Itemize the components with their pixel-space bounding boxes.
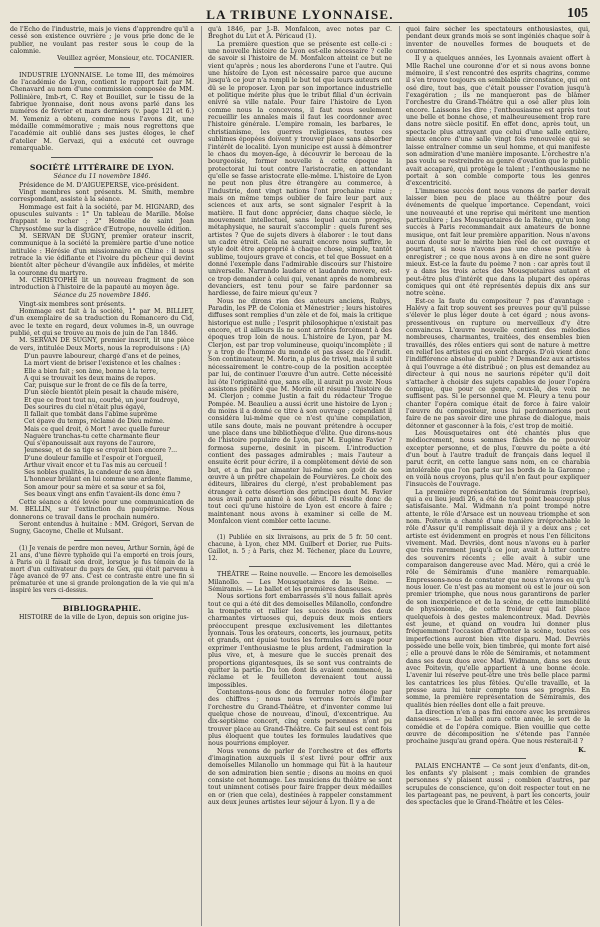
seance-date: Séance du 11 novembre 1846. bbox=[53, 172, 151, 180]
author-signature: K. bbox=[578, 745, 586, 754]
seance-paragraph: Vingt-six membres sont présents. bbox=[19, 300, 126, 308]
divider bbox=[470, 758, 525, 759]
seance-date: Séance du 25 novembre 1846. bbox=[53, 291, 151, 299]
letter-text: de l'Écho de l'industrie, mais je viens d'apprendre qu'il a cessé son existence ouvrière ; je vous prie donc de le publier, ne voulant pas rester sous le coup de la calomnie. bbox=[10, 26, 194, 56]
columns bbox=[10, 26, 590, 926]
review-paragraph: Nous ne dirons rien des auteurs anciens, Rubys, Paradin, les PP. de Colonia et Ménestrier ; leurs histoires diffuses sont remplies d'un zèle et de foi, mais la critique historique est nulle ; l'esprit philosophique n'existait pas encore, et il ailleurs ils ne sont arrêtés forcément à des époques trop loin de nous. L'histoire de Lyon, par M. Clerjon, est par trop volumineuse, quoiqu'incomplète ; il y a trop de l'homme du monde et pas assez de l'érudit. Son continuateur, M. Morin, a plus de trivol, mais il subit nécessairement le contre-coup de la position acceptée par lui, de continuer l'œuvre d'un autre. Cette nécessité lui ôte l'originalité que, sans elle, il aurait pu avoir. Nous assistons préféré que M. Morin eût résumé l'histoire de M. Clerjon ; comme Justin a fait du rédacteur Trogue Pompée. M. Beaulieu a aussi écrit une histoire de Lyon ; du moins il a donné ce titre à son ouvrage ; cependant il considéra lui-même que ce n'est qu'une compilation, utile sans doute, mais ne pouvant prétendre à occuper une place dans une bibliothèque d'élite. Que dirons-nous de l'histoire populaire de Lyon, par M. Eugène Favier ? formosa superne, desinit in piscem. L'introduction contient des passages admirables ; mais l'auteur a ensuite écrit pour écrire, il a complètement dévié de son but, et a fini par aimanter lui-même son goût de son œuvre à un prêtre chapelain de Fourvières. Le choix des éditeurs, libraires du clergé, n'est probablement pas étranger à cette désertion des principes dont M. Favier nous avait paru animé à son début. Il résulte donc de tout ceci qu'une histoire de Lyon est encore à faire ; maintenant nous avons à examiner si celle de M. Monfalcon vient combler cette lacune. bbox=[208, 297, 392, 526]
theatre-paragraph: L'immense succès dont nous venons de parler devait laisser bien peu de place au théâtre pour des événements de quelque importance. Cependant, voici une nouveauté et une reprise qui méritent une mention particulière ; Les Mousquetaires de la Reine, qu'un long succès à Paris recommandait aux amateurs de bonne musique, ont fait leur première apparition. Nous n'avons aucun doute sur le mérite bien réel de cet ouvrage et pourtant, si nous n'avons pas une chose positive à enregistrer ; ce que nous avons à en dire ne sont guère mieux. Est-ce la faute du poème ? non : car après tout il y a dans les trois actes des Mousquetaires autant et peut-être plus d'intérêt que dans la plupart des opéras comiques qui ont été représentés depuis dix ans sur notre scène. bbox=[406, 187, 590, 298]
seance-paragraph: Seront entendus à huitaine : MM. Grégori, Servan de Sugny, Gacoyne, Chelle et Mulsant. bbox=[10, 521, 194, 536]
seance-paragraph: Cette séance a été levée pour une communication de M. BELLIN, sur l'extinction du paupérisme. Nous donnerons ce travail dans le prochain numéro. bbox=[10, 499, 194, 521]
poem-line: Mais ce quel droit, ô Mort ! avec quelle fureur bbox=[24, 425, 170, 433]
poem-line: D'un pauvre laboureur, chargé d'ans et de peines, bbox=[24, 353, 181, 361]
letter-signature: Veuillez agréer, Monsieur, etc. TOCANIER. bbox=[57, 55, 194, 63]
theatre-paragraph: Il y a quelques années, les Lyonnais avaient offert à Mlle Rachel une couronne d'or et si nous avons bonne mémoire, il s'est rencontré des esprits chagrins, comme il s'en trouve toujours en semblable circonstance, qui ont osé dire, tout bas, que c'était pousser l'ovation jusqu'à l'exagération ; ils ne manqueront pas de blâmer l'orchestre du Grand-Théâtre qui a osé aller plus loin encore. Laissons les dire ; l'enthousiasme est après tout une belle et bonne chose, et malheureusement trop rare dans notre siècle positif. En effet donc, après tout, un spectacle plus attrayant que celui d'une salle entière, mieux encore d'une salle vingt fois renouvelée qui se laisse entraîner comme un seul homme, et qui manifeste son admiration d'une manière imposante. L'orchestre n'a pas voulu se restreindre au genre d'ovation que le public avait accaparé, qui protège le talent ; l'enthousiasme ne portait à son comble comporte tous les genres d'excentricité. bbox=[406, 55, 590, 188]
footnote bbox=[208, 534, 392, 562]
poem-line: Des sourires du ciel n'était plus égayé, bbox=[24, 403, 146, 411]
poem-line: Son amour pour sa mère et sa sœur et sa foi, bbox=[24, 483, 166, 491]
theatre-paragraph: Contentons-nous donc de formuler notre éloge par des chiffres ; nous nous verrons forcés d'imiter l'orchestre du Grand-Théâtre, et d'inventer comme lui quelque chose de nouveau, d'inouï, d'excentrique. Au dix-septième concert, cinq cents personnes n'ont pu trouver place au Grand-Théâtre. Ce fait seul est cent fois plus éloquent que toutes les formules laudatives que nous pourrions employer. bbox=[208, 688, 392, 748]
footnote-text: (1) Publiée en six livraisons, au prix de 5 fr. 50 cent. chacune, à Lyon, chez MM. Guilbert et Dorier, rue Puits-Gaillot, n. 5 ; à Paris, chez M. Téchener, place du Louvre, 12. bbox=[208, 534, 392, 563]
poem-line: Naguère tranchas-tu cette charmante fleur bbox=[24, 432, 160, 440]
poem-line: L'honneur brûlant en lui comme une ardente flamme, bbox=[24, 476, 193, 484]
review-paragraph: La première question que se présente est celle-ci : une nouvelle histoire de Lyon est-elle nécessaire ? celle de savoir si l'histoire de M. Monfalcon atteint ce but ne vient qu'après ; nous les aborderons l'une et l'autre. Qui une histoire de Lyon est nécessaire parce que aucune jusqu'à ce jour n'a rempli le but tel que leurs auteurs ont dû se le proposer. Lyon par son importance industrielle et politique mérite plus que le tribut filial d'un écrivain enivré sa ville natale. Pour faire l'histoire de Lyon comme nous la concevons, il faut nous seulement recueillir les annales mais il faut les coordonner avec l'histoire générale. L'empire romain, les barbares, le christianisme, les guerres religieuses, toutes ces sublimes épopées doivent y trouver place sans absorber l'intérêt de localité. Lyon municipe est aussi à démontrer le chaos du moyen-âge, à découvrir le berceau de la bourgeoisie, former nouvelle à cette époque la protectorat lui tout contre l'aristocratie, en attendant qu'elle se fasse aristocrate elle-même. L'histoire de Lyon ne peut non plus être étrangère au commerce, à l'industrie, dont vingt nations l'ont prochaine ruine ; mais on même temps oublier de faire leur part aux sciences et aux arts, se sont signaler l'esprit à la matière. Il faut donc apprécier, dans chaque siècle, le mouvement intellectuel, sans lequel aucun progrès, métaphysique, ne saurait s'accomplir : quels furent ses artistes ? Que de sujets divers à élaborer : le tout dans un cadre étroit. Cela ne saurait encore nous suffire, le style doit être approprié à chaque chose, simple, tantôt sublime, toujours grave et concis, et tel que Bossuet en a donné l'exemple dans l'admirable discours sur l'histoire universelle. Narrando laudare et laudando movere, est-ce trop demander à celui qui, venant après de nombreux devanciers, est tenu pour se faire pardonner sa hardiesse, de faire mieux qu'eux ? bbox=[208, 40, 392, 298]
poem-line: Cet épave du temps, réclamé de Dieu même. bbox=[24, 418, 165, 426]
footnote-text: (1) Je venais de perdre mon neveu, Arthur Sornin, âgé de 21 ans, d'une fièvre typhoïde qui l'a emporté en trois jours, à Paris où il faisait son droit, lorsque je fus témoin de la mort d'un cultivateur du pays de Gex, qui était parvenu à l'âge avancé de 97 ans. C'est ce contraste entre une fin si prématurée et une si grande prolongation de la vie qui m'a inspiré les vers ci-dessus. bbox=[10, 544, 194, 594]
footnote bbox=[10, 545, 194, 594]
poem bbox=[24, 353, 194, 498]
poem-line: D'une douleur famille et l'espoir et l'orgueil, bbox=[24, 454, 164, 462]
poem-line: Car, puisque sur le front de ce fils de la terre, bbox=[24, 382, 168, 390]
page-header bbox=[10, 6, 590, 23]
poem-line: La mort vient de briser l'existence et les chaînes : bbox=[24, 360, 181, 368]
theatre-paragraph: Nous sortions fort embarrassés s'il nous fallait après tout ce qui a été dit des demoiselles Milanollo, confondre la trompette et rallier les succès inouïs des deux charmantes virtuoses qui, depuis deux mois entiers préoccupent presque exclusivement les dilettantes lyonnais. Tous les orateurs, concerts, les journaux, petits et grands, ont épuisé toutes les formules en usage pour exprimer l'enthousiasme le plus ardent, l'admiration la plus vive, et, à mesure que le succès prenait des proportions gigantesques, ils se sont vus contraints de quitter la partie. Du ton dont ils avaient commencé, la réclame et le feuilleton devenaient tout aussi impossibles. bbox=[208, 593, 392, 689]
poem-line: À qui se trouvait les deux mains de repos. bbox=[24, 374, 156, 382]
theatre-paragraph: quoi faire sécher les spectateurs enthousiastes, qui, pendant deux grands mois se sont ingéniés chaque soir à inventer de nouvelles formes de bouquets et de couronnes. bbox=[406, 26, 590, 56]
seance-paragraph: Hommage est fait à la société, par M. HIGNARD, des opuscules suivants : 1° Un tableau de Marille. Moïse frappant le rocher ; 2° Homélie de saint Jean Chrysostôme sur la disgrâce d'Eutrope, nouvelle édition. bbox=[10, 203, 194, 233]
poem-line: Ses nobles qualités, la candeur de son âme, bbox=[24, 469, 162, 477]
seance-paragraph: M. SERVAN DE SUGNY, premier orateur inscrit, communique à la société la première partie d'une notice intitulée : Hérésie d'un missionnaire en Chine : il nous retrace la vie édifiante et l'ivoire du pêcheur qui devint bientôt alter pêcheur d'évangile aux infidèles, et mérite la couronne du martyre. bbox=[10, 232, 194, 277]
poem-line: Arthur vivait encor et tu l'as mis au cercueil ! bbox=[24, 461, 167, 469]
divider bbox=[249, 566, 350, 567]
poem-line: D'un siècle bientôt plein pesait la chaude misère, bbox=[24, 389, 179, 397]
industrie-article: INDUSTRIE LYONNAISE. Le tome III, des mémoires de l'académie de Lyon, contient le rapport fait par M. Chenavard au nom d'une commission composée de MM. Pollinière, Imb-rt, C. Rey et Bouillet, sur le tissu de la fabrique lyonnaise, dont nous avons parlé dans les numéros de février et mars derniers (v. page 121 et 6.) M. Yemeniz a obtenu, comme nous l'avons dit, une médaille commémorative ; mais nous regrettons que l'académie ait oublié dans ses justes éloges, le chef d'atelier M. Gervazi, qui a exécuté cet ouvrage remarquable. bbox=[10, 71, 194, 153]
poem-line: Qui s'épanouissait aux rayons de l'aurore, bbox=[24, 440, 156, 448]
bibliographie-heading: BIBLIOGRAPHIE. bbox=[62, 603, 142, 613]
palais-paragraph: PALAIS ENCHANTÉ — Ce sont jeux d'enfants, dit-on, les enfants s'y plaisent ; mais combien de grandes personnes s'y plaisent aussi ; combien d'autres, par scrupules de conscience, qu'on doit respecter tout en ne les partageant pas, ne peuvent, à part les concerts, jouir des spectacles que le Grand-Théâtre et les Céles- bbox=[406, 762, 590, 807]
theatre-heading: THÉÂTRE — Reine nouvelle. — Encore les demoiselles Milanollo. — Les Mousquetaires de la Reine. — Sémiramis. — Le ballet et les premières danseuses. bbox=[208, 571, 392, 594]
column-1 bbox=[10, 26, 194, 926]
divider bbox=[51, 157, 152, 158]
seance-paragraph: M. CHRISTOPHE lit un nouveau fragment de son introduction à l'histoire de la papauté au moyen âge. bbox=[10, 276, 194, 292]
divider bbox=[74, 540, 129, 541]
poem-line: Il fallait que tombât dans l'abîme suprême bbox=[24, 411, 158, 419]
page-number: 105 bbox=[567, 6, 588, 21]
bibliographie-intro: HISTOIRE de la ville de Lyon, depuis son origine jus- bbox=[19, 613, 189, 621]
seance-paragraph: Présidence de M. D'AIGUEPERSE, vice-président. bbox=[19, 181, 180, 189]
newspaper-title: LA TRIBUNE LYONNAISE. bbox=[206, 7, 394, 22]
theatre-paragraph: La première représentation de Sémiramis (reprise), qui a eu lieu jeudi 26, a été de tout point beaucoup plus satisfaisante. Mal. Widmann n'a point trompé notre attente, le rôle d'Arsace est un nouveau triomphe et son nom. Poitevin a chanté d'une manière irréprochable le rôle d'Assur qu'il remplissait déjà il y a deux ans ; cet artiste est évidemment en progrès et nous l'en félicitons vivement. Mad. Devriès, dont nous n'avons eu à parler que très rarement jusqu'à ce jour, avait à lutter contre des souvenirs récents ; elle avait à subir une comparaison dangereuse avec Mad. Méro, qui a créé le rôle de Sémiramis d'une manière remarquable. Empressons-nous de constater que nous n'avons eu qu'à nous louer. Ce n'est pas au moment où est le jour où son premier triomphe, que nous nous garantirons de parler de son inexpérience et de la scène, de cette immobilité de physionomie, de cette froideur qui fait place quelquefois à des gestes malencontreux. Mad. Devriès est jeune, et quand on voudra lui donner plus fréquemment l'occasion d'affronter la scène, toutes ces imperfections auront bien vite disparu. Mad. Devriès possède une belle voix, bien timbrée, qui monte fort aisé ; elle a prouvé dans le rôle de Sémiramis, et notamment dans ses deux duos avec Mad. Widmann, dans ses deux avec Poitevin, qu'elle appartient à une bonne école. L'avenir lui réserve peut-être une très belle place parmi les cantatrices les plus fêtées. Qu'elle travaille, et la presse aura lui tenir compte tous ses progrès. En somme, la première représentation de Sémiramis, des qualités bien réelles dont elle a fait preuve. bbox=[406, 488, 590, 709]
theatre-paragraph: Nous venons de parler de l'orchestre et des efforts d'imagination auxquels il s'est livré pour offrir aux demoiselles Milanollo un hommage qui fût à la hauteur de son admiration bien sentie ; disons au moins en quoi consiste cet hommage. Les musiciens du théâtre se sont tout unimnent cotisés pour faire frapper deux médailles en or (rien que cela), destinées à rappeler constamment aux deux jeunes artistes leur séjour à Lyon. Il y a de bbox=[208, 747, 392, 807]
societe-heading: SOCIÉTÉ LITTÉRAIRE DE LYON. bbox=[29, 162, 175, 172]
column-3 bbox=[399, 26, 590, 926]
review-paragraph: qu'à 1846, par J.-B. Monfalcon, avec notes par C. Breghot du Lut et A. Péricaud (1). bbox=[208, 26, 392, 41]
seance-paragraph: Hommage est fait à la société, 1° par M. BILLIET, d'un exemplaire de sa traduction du Romancero du Cid, avec le texte en regard, deux volumes in-8, un ouvrage publié, et qui se trouve au mois de juin de l'an 1846. bbox=[10, 308, 194, 338]
poem-line: Jeunesse, et de sa tige se croyait bien encore ?... bbox=[24, 447, 178, 455]
theatre-paragraph: La direction n'en a pas fini encore avec les premières danseuses. — Le ballet aura cette année, le sort de la comédie et de l'opéra comique. Bien vouillie que cette œuvre de décomposition ne s'étende pas l'année prochaine jusqu'au grand opéra. Que nous resterait-il ? bbox=[406, 708, 590, 746]
poem-line: Ses beaux vingt ans enfin t'avaient-ils donc ému ? bbox=[24, 490, 181, 498]
theatre-paragraph: Est-ce la faute du compositeur ? pas d'avantage : Halévy a fait trop souvent ses preuves pour qu'il puisse s'élever le plus léger doute à cet égard ; nous avons-pressentivous en rupture ou merveilleux d'y être convaincus. L'œuvre nouvelle contient des mélodies nombreuses, charmantes, traitées, des ensembles bien travaillés, des rôles entiers qui sont de nature à mettre en relief les artistes qui en sont chargés. D'où vient donc l'indifférence absolue du public ? Demandez aux artistes à qui l'ouvrage a été distribué ; on plus est demandez au directeur à qui nous ne saurions répéter qu'il doit s'attacher à choisir des sujets capables de jouer l'opéra comique, que pour ce genre, ceux-là, des voix ne suffisent pas. Si le personnel que M. Fleury a tenu pour chanter l'opéra comique était de force à faire valoir l'œuvre du compositeur, nous lui pardonnerions peut faire de ne pas savoir dire une phrase de dialogue, mais détonner et gasconner à la fois, c'est trop de moitié. bbox=[406, 297, 590, 430]
divider bbox=[51, 598, 152, 599]
column-2 bbox=[201, 26, 392, 926]
poem-intro: M. SERVAN DE SUGNY, premier inscrit, lit une pièce de vers, intitulée Deux Morts, nous la reproduisons : (A) bbox=[10, 337, 194, 352]
theatre-paragraph: Les Mousquetaires ont été chantés plus que médiocrement, nous sommes fâchés de ne pouvoir excepter personne, et de plus, l'œuvre du poète a été d'un bout à l'autre traduit de français dans lequel il parut écrit, en cette langue sans nom, en ce charabia intolérable que l'on parle sur les bords de la Garonne ; en voilà nous croyons, plus qu'il n'en faut pour expliquer l'insuccès de l'ouvrage. bbox=[406, 429, 590, 489]
divider bbox=[74, 67, 129, 68]
divider bbox=[272, 529, 327, 530]
seance-paragraph: Vingt membres sont présents. M. Smith, membre correspondant, assiste à la séance. bbox=[10, 188, 194, 204]
poem-line: Et que ce front tout nu, courbé, un jour foudroyé, bbox=[24, 396, 180, 404]
poem-line: Elle a bien fait ; son âme, bonne à la terre, bbox=[24, 367, 159, 375]
